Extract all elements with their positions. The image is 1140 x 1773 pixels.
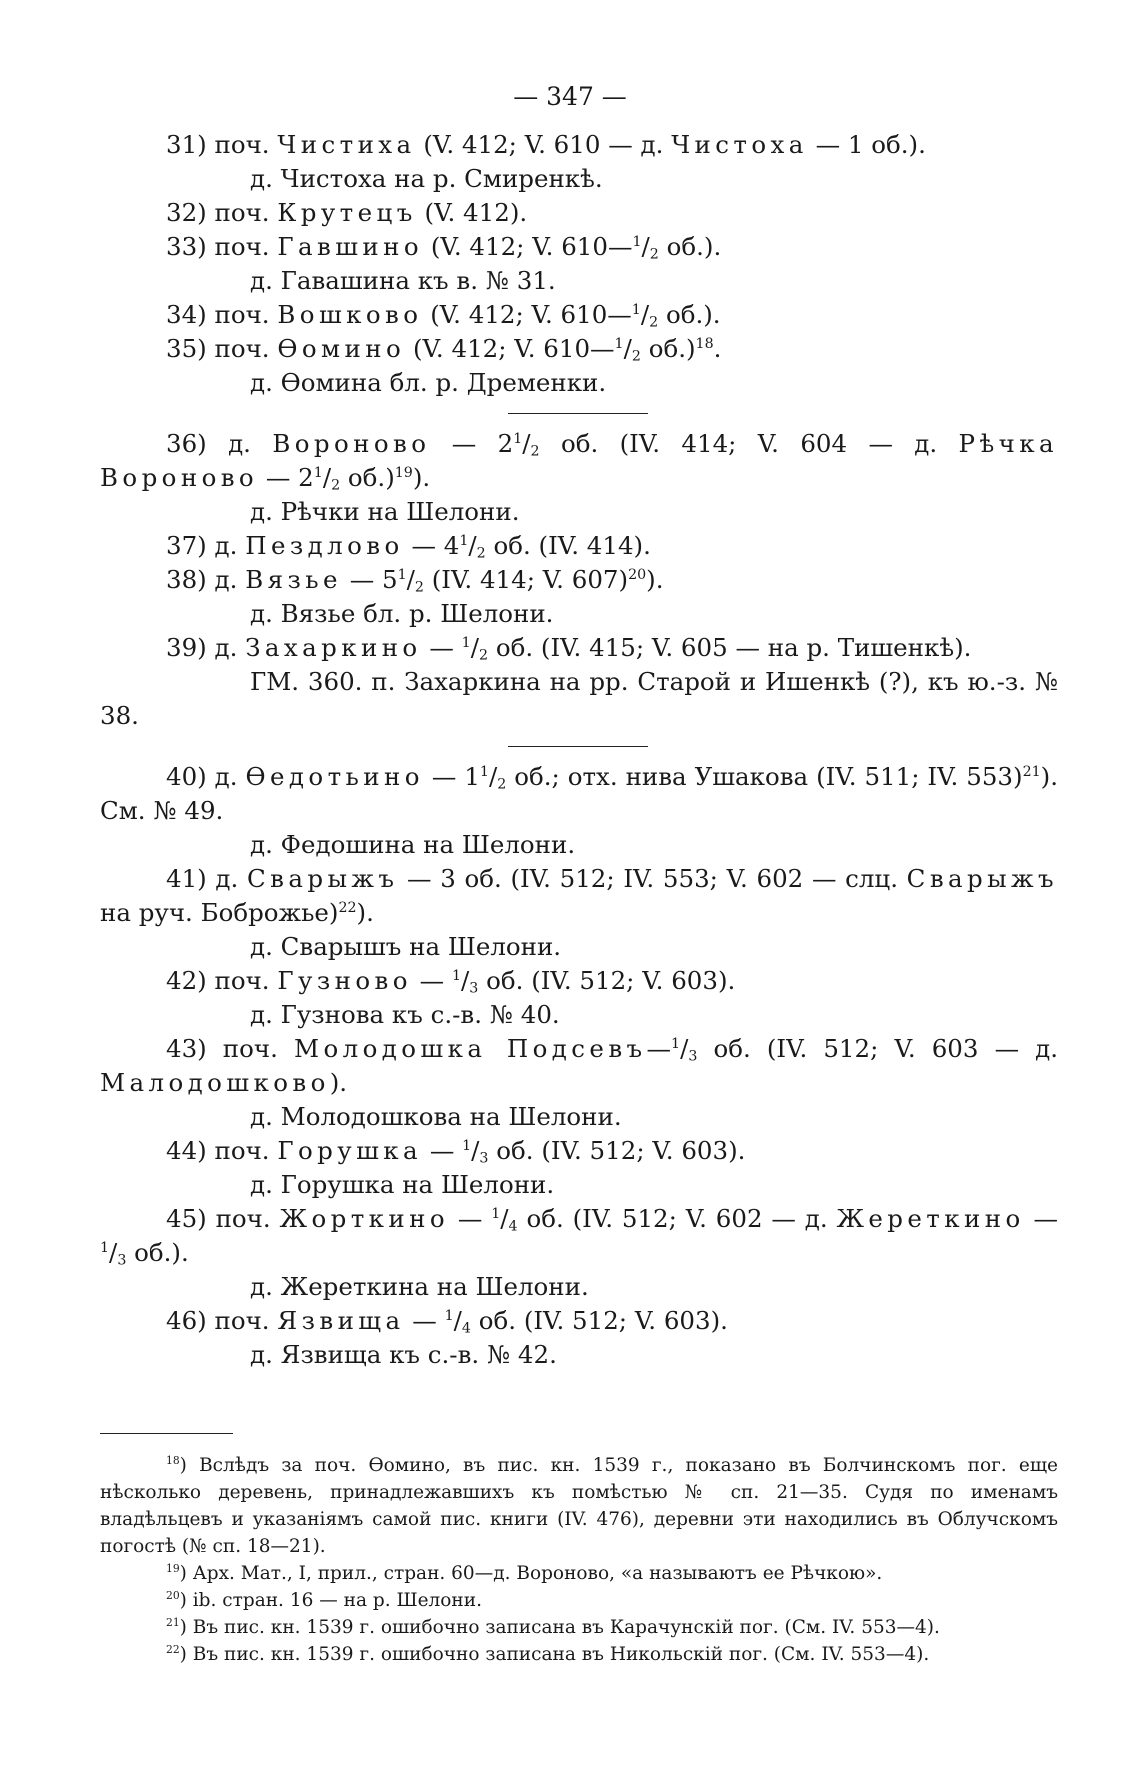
footnote-divider xyxy=(100,1433,233,1434)
footnote-text: ) Въ пис. кн. 1539 г. ошибочно записана въ Никольскій пог. (См. IV. 553—4). xyxy=(179,1644,930,1665)
footnote-ref: 19 xyxy=(394,464,413,481)
entry-number: 45) поч. xyxy=(166,1204,271,1233)
entry-text: — xyxy=(449,1204,492,1233)
entry-text: об.). xyxy=(126,1238,189,1267)
entry-text: (IV. 414; V. 607) xyxy=(423,565,629,594)
entry-number: 37) д. xyxy=(166,531,238,560)
entry-text: ). xyxy=(356,898,374,927)
footnotes xyxy=(100,1452,1058,1668)
page-number: — 347 — xyxy=(513,82,627,111)
entry-46 xyxy=(100,1304,1058,1338)
entry-text: — 2 xyxy=(258,463,314,492)
entry-31-identification: д. Чистоха на р. Смиренкѣ. xyxy=(250,164,603,193)
entry-text: об.). xyxy=(658,232,722,261)
entry-41-identification: д. Сварышъ на Шелони. xyxy=(250,932,562,961)
footnote-marker: 21 xyxy=(166,1616,180,1630)
entry-number: 31) поч. xyxy=(166,130,270,159)
place-name: Сварыжъ xyxy=(906,864,1058,893)
place-name: Малодошково xyxy=(100,1068,330,1097)
fraction: $^1/_2$ xyxy=(631,300,659,331)
place-name: Рѣчка Вороново xyxy=(100,429,1058,492)
fraction: $^1/_4$ xyxy=(491,1204,518,1235)
entry-38-identification: д. Вязье бл. р. Шелони. xyxy=(250,599,554,628)
fraction: $^1/_3$ xyxy=(671,1034,698,1065)
entry-number: 38) д. xyxy=(166,565,238,594)
entry-text: об. (IV. 512; V. 603). xyxy=(478,966,736,995)
footnote-22 xyxy=(100,1641,1058,1668)
place-name: Ѳомино xyxy=(277,334,406,363)
entry-41 xyxy=(100,862,1058,930)
footnote-21 xyxy=(100,1614,1058,1641)
place-name: Чистоха xyxy=(671,130,808,159)
entry-number: 33) поч. xyxy=(166,232,270,261)
entry-number: 43) поч. xyxy=(166,1034,278,1063)
entry-text: — xyxy=(422,1136,463,1165)
footnote-text: ) Вслѣдъ за поч. Ѳомино, въ пис. кн. 1539 г., показано въ Болчинскомъ пог. еще нѣсколько деревень, принадлежавшихъ къ помѣстью № сп. 21—35. Судя по именамъ владѣльцевъ и указаніямъ самой пис. книги (IV. 476), деревни эти находились въ Облучскомъ погостѣ (№ сп. 18—21). xyxy=(100,1455,1058,1557)
place-name: Молодошка Подсевъ xyxy=(293,1034,647,1063)
entry-text: — 4 xyxy=(403,531,460,560)
footnote-ref: 20 xyxy=(628,566,647,583)
place-name: Вороново xyxy=(272,429,431,458)
fraction: $^1/_2$ xyxy=(459,531,486,562)
entry-text: — 1 xyxy=(423,762,480,791)
footnote-text: ) ib. стран. 16 — на р. Шелони. xyxy=(179,1590,482,1611)
entry-31 xyxy=(100,128,1058,162)
entry-45 xyxy=(100,1202,1058,1270)
entry-text: (V. 412; V. 610 — д. xyxy=(415,130,672,159)
place-name: Вошково xyxy=(277,300,423,329)
entry-text: — xyxy=(646,1034,672,1063)
footnote-marker: 18 xyxy=(166,1454,180,1468)
entry-43-identification: д. Молодошкова на Шелони. xyxy=(250,1102,622,1131)
entry-text: — 3 об. (IV. 512; IV. 553; V. 602 — слц. xyxy=(398,864,907,893)
fraction: $^1/_4$ xyxy=(444,1306,471,1337)
footnote-20 xyxy=(100,1587,1058,1614)
entry-37 xyxy=(100,529,1058,563)
entry-35 xyxy=(100,332,1058,366)
entry-43 xyxy=(100,1032,1058,1100)
entry-text: об. (IV. 512; V. 603). xyxy=(488,1136,746,1165)
entry-number: 44) поч. xyxy=(166,1136,270,1165)
entry-42 xyxy=(100,964,1058,998)
footnote-text: ) Арх. Мат., I, прил., стран. 60—д. Вороново, «а называютъ ее Рѣчкою». xyxy=(179,1563,883,1584)
place-name: Захаркино xyxy=(245,633,422,662)
footnote-ref: 21 xyxy=(1022,763,1041,780)
entry-text: об. (IV. 415; V. 605 — на р. Тишенкѣ). xyxy=(488,633,972,662)
place-name: Вязье xyxy=(245,565,342,594)
fraction: $^1/_2$ xyxy=(614,334,641,365)
main-text xyxy=(100,128,1058,1372)
entry-text: об. (IV. 512; V. 603 — д. xyxy=(697,1034,1059,1063)
footnote-marker: 19 xyxy=(166,1562,180,1576)
entry-38 xyxy=(100,563,1058,597)
entry-34 xyxy=(100,298,1058,332)
entry-40 xyxy=(100,760,1058,828)
fraction: $^1/_2$ xyxy=(397,565,424,596)
place-name: Ѳедотьино xyxy=(245,762,424,791)
entry-text: ). xyxy=(412,463,431,492)
entry-32 xyxy=(100,196,1058,230)
entry-39-identification: ГМ. 360. п. Захаркина на рр. Старой и Ишенкѣ (?), къ ю.-з. № 38. xyxy=(100,667,1058,730)
entry-number: 40) д. xyxy=(166,762,238,791)
entry-text: ). xyxy=(329,1068,348,1097)
section-divider xyxy=(508,413,648,414)
entry-number: 41) д. xyxy=(166,864,239,893)
entry-36-identification: д. Рѣчки на Шелони. xyxy=(250,497,520,526)
entry-text: об. (IV. 414; V. 604 — д. xyxy=(539,429,959,458)
place-name: Жереткино xyxy=(836,1204,1025,1233)
fraction: $^1/_2$ xyxy=(313,463,341,494)
entry-number: 34) поч. xyxy=(166,300,270,329)
entry-44 xyxy=(100,1134,1058,1168)
entry-number: 36) д. xyxy=(166,429,251,458)
entry-text: — xyxy=(404,1306,445,1335)
fraction: $^1/_2$ xyxy=(461,633,489,664)
entry-40-identification: д. Федошина на Шелони. xyxy=(250,830,576,859)
place-name: Сварыжъ xyxy=(247,864,399,893)
entry-45-identification: д. Жереткина на Шелони. xyxy=(250,1272,589,1301)
entry-33-identification: д. Гавашина къ в. № 31. xyxy=(250,266,556,295)
entry-text: об. (IV. 414). xyxy=(485,531,651,560)
entry-36 xyxy=(100,427,1058,495)
entry-44-identification: д. Горушка на Шелони. xyxy=(250,1170,555,1199)
place-name: Чистиха xyxy=(277,130,416,159)
entry-text: — 2 xyxy=(430,429,514,458)
entry-number: 35) поч. xyxy=(166,334,270,363)
entry-text: (V. 412; V. 610— xyxy=(422,300,632,329)
entry-text: об.). xyxy=(658,300,721,329)
footnote-19 xyxy=(100,1560,1058,1587)
entry-text: — 1 об.). xyxy=(807,130,926,159)
footnote-text: ) Въ пис. кн. 1539 г. ошибочно записана въ Карачунскій пог. (См. IV. 553—4). xyxy=(179,1617,940,1638)
entry-text: . xyxy=(713,334,722,363)
entry-number: 42) поч. xyxy=(166,966,270,995)
entry-text: — xyxy=(1024,1204,1058,1233)
entry-number: 32) поч. xyxy=(166,198,270,227)
entry-text: — 5 xyxy=(341,565,398,594)
footnote-ref: 22 xyxy=(338,899,357,916)
fraction: $^1/_2$ xyxy=(479,762,507,793)
entry-35-identification: д. Ѳомина бл. р. Дременки. xyxy=(250,368,607,397)
entry-42-identification: д. Гузнова къ с.-в. № 40. xyxy=(250,1000,560,1029)
entry-text: ). См. № 49. xyxy=(100,762,1058,825)
place-name: Пездлово xyxy=(245,531,404,560)
entry-33 xyxy=(100,230,1058,264)
entry-text: об.) xyxy=(340,463,395,492)
footnote-ref: 18 xyxy=(695,335,714,352)
entry-39 xyxy=(100,631,1058,665)
entry-text: на руч. Боброжье) xyxy=(100,898,339,927)
footnote-18 xyxy=(100,1452,1058,1560)
entry-46-identification: д. Язвища къ с.-в. № 42. xyxy=(250,1340,557,1369)
entry-text: (V. 412; V. 610— xyxy=(423,232,633,261)
place-name: Язвища xyxy=(277,1306,405,1335)
entry-number: 39) д. xyxy=(166,633,238,662)
footnote-marker: 22 xyxy=(166,1643,180,1657)
footnote-marker: 20 xyxy=(166,1589,180,1603)
place-name: Гавшино xyxy=(277,232,424,261)
entry-text: (V. 412). xyxy=(416,198,528,227)
fraction: $^1/_3$ xyxy=(462,1136,489,1167)
place-name: Крутецъ xyxy=(277,198,417,227)
entry-text: об. (IV. 512; V. 602 — д. xyxy=(517,1204,837,1233)
entry-text: об. (IV. 512; V. 603). xyxy=(470,1306,728,1335)
fraction: $^1/_2$ xyxy=(513,429,540,460)
section-divider xyxy=(508,746,648,747)
place-name: Гузново xyxy=(277,966,412,995)
fraction: $^1/_3$ xyxy=(451,966,479,997)
place-name: Горушка xyxy=(277,1136,423,1165)
entry-text: — xyxy=(411,966,452,995)
entry-text: об.) xyxy=(640,334,696,363)
entry-text: об.; отх. нива Ушакова (IV. 511; IV. 553) xyxy=(506,762,1023,791)
fraction: $^1/_2$ xyxy=(632,232,659,263)
entry-number: 46) поч. xyxy=(166,1306,270,1335)
place-name: Жорткино xyxy=(279,1204,450,1233)
entry-text: (V. 412; V. 610— xyxy=(405,334,615,363)
entry-text: ). xyxy=(646,565,664,594)
entry-text: — xyxy=(421,633,462,662)
fraction: $^1/_3$ xyxy=(100,1238,127,1269)
